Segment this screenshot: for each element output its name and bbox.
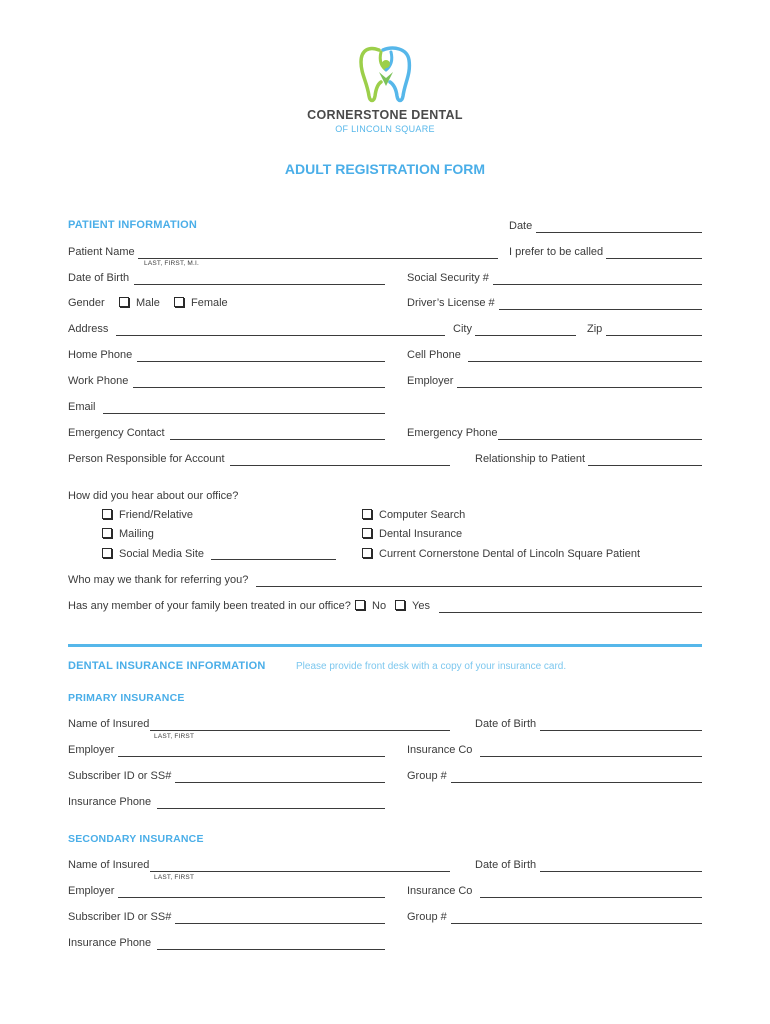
family-yes-label: Yes <box>412 600 430 612</box>
referral-question: How did you hear about our office? <box>68 490 239 502</box>
secondary-dob-field[interactable] <box>540 871 702 872</box>
secondary-insurance-co-field[interactable] <box>480 897 702 898</box>
ssn-field[interactable] <box>493 284 702 285</box>
secondary-subscriber-label: Subscriber ID or SS# <box>68 911 172 923</box>
responsible-label: Person Responsible for Account <box>68 453 225 465</box>
dob-label: Date of Birth <box>68 272 130 284</box>
patient-info-heading: PATIENT INFORMATION <box>68 219 198 231</box>
family-no-checkbox[interactable] <box>355 600 365 610</box>
cell-phone-label: Cell Phone <box>407 349 461 361</box>
social-media-field[interactable] <box>211 559 336 560</box>
email-label: Email <box>68 401 96 413</box>
secondary-insurance-heading: SECONDARY INSURANCE <box>68 833 204 845</box>
social-media-label: Social Media Site <box>119 548 204 560</box>
email-field[interactable] <box>103 413 385 414</box>
primary-group-label: Group # <box>407 770 447 782</box>
relationship-label: Relationship to Patient <box>475 453 586 465</box>
city-field[interactable] <box>475 335 576 336</box>
dental-insurance-label: Dental Insurance <box>379 528 463 540</box>
computer-search-checkbox[interactable] <box>362 509 372 519</box>
insurance-heading: DENTAL INSURANCE INFORMATION <box>68 660 266 672</box>
secondary-insured-label: Name of Insured <box>68 859 150 871</box>
secondary-group-label: Group # <box>407 911 447 923</box>
emergency-phone-label: Emergency Phone <box>407 427 498 439</box>
section-divider <box>68 644 702 647</box>
prefer-name-field[interactable] <box>606 258 702 259</box>
license-field[interactable] <box>499 309 702 310</box>
secondary-group-field[interactable] <box>451 923 702 924</box>
date-field[interactable] <box>536 232 702 233</box>
patient-name-label: Patient Name <box>68 246 135 258</box>
secondary-phone-label: Insurance Phone <box>68 937 152 949</box>
date-label: Date <box>509 220 533 232</box>
friend-label: Friend/Relative <box>119 509 193 521</box>
brand-name: CORNERSTONE DENTAL <box>307 108 463 122</box>
primary-insurance-heading: PRIMARY INSURANCE <box>68 692 185 704</box>
social-media-checkbox[interactable] <box>102 548 112 558</box>
primary-dob-label: Date of Birth <box>475 718 537 730</box>
computer-search-label: Computer Search <box>379 509 466 521</box>
family-field[interactable] <box>439 612 702 613</box>
employer-field[interactable] <box>457 387 702 388</box>
tooth-logo-icon <box>357 44 415 104</box>
thank-label: Who may we thank for referring you? <box>68 574 249 586</box>
patient-name-hint: LAST, FIRST, M.I. <box>144 260 200 267</box>
primary-phone-label: Insurance Phone <box>68 796 152 808</box>
family-yes-checkbox[interactable] <box>395 600 405 610</box>
responsible-field[interactable] <box>230 465 450 466</box>
address-field[interactable] <box>116 335 445 336</box>
emergency-contact-label: Emergency Contact <box>68 427 165 439</box>
secondary-subscriber-field[interactable] <box>175 923 385 924</box>
form-title: ADULT REGISTRATION FORM <box>284 161 486 177</box>
brand-location: OF LINCOLN SQUARE <box>335 124 435 134</box>
employer-label: Employer <box>407 375 454 387</box>
primary-group-field[interactable] <box>451 782 702 783</box>
male-checkbox[interactable] <box>119 297 129 307</box>
primary-insured-field[interactable] <box>150 730 450 731</box>
primary-insured-hint: LAST, FIRST <box>154 733 195 740</box>
ssn-label: Social Security # <box>407 272 489 284</box>
primary-subscriber-label: Subscriber ID or SS# <box>68 770 172 782</box>
emergency-phone-field[interactable] <box>498 439 702 440</box>
cell-phone-field[interactable] <box>468 361 702 362</box>
primary-subscriber-field[interactable] <box>175 782 385 783</box>
emergency-contact-field[interactable] <box>170 439 385 440</box>
work-phone-label: Work Phone <box>68 375 129 387</box>
current-patient-label: Current Cornerstone Dental of Lincoln Square Patient <box>379 548 641 560</box>
friend-checkbox[interactable] <box>102 509 112 519</box>
zip-label: Zip <box>587 323 603 335</box>
mailing-label: Mailing <box>119 528 154 540</box>
secondary-insured-field[interactable] <box>150 871 450 872</box>
primary-employer-label: Employer <box>68 744 115 756</box>
city-label: City <box>453 323 472 335</box>
patient-name-field[interactable] <box>138 258 498 259</box>
secondary-employer-field[interactable] <box>118 897 385 898</box>
gender-label: Gender <box>68 297 105 309</box>
secondary-phone-field[interactable] <box>157 949 385 950</box>
primary-insured-label: Name of Insured <box>68 718 150 730</box>
primary-phone-field[interactable] <box>157 808 385 809</box>
family-label: Has any member of your family been treated in our office? <box>68 600 351 612</box>
secondary-insured-hint: LAST, FIRST <box>154 874 195 881</box>
female-label: Female <box>191 297 228 309</box>
relationship-field[interactable] <box>588 465 702 466</box>
home-phone-label: Home Phone <box>68 349 133 361</box>
current-patient-checkbox[interactable] <box>362 548 372 558</box>
thank-field[interactable] <box>256 586 702 587</box>
dental-insurance-checkbox[interactable] <box>362 528 372 538</box>
zip-field[interactable] <box>606 335 702 336</box>
primary-dob-field[interactable] <box>540 730 702 731</box>
home-phone-field[interactable] <box>137 361 385 362</box>
family-no-label: No <box>372 600 387 612</box>
address-label: Address <box>68 323 109 335</box>
prefer-name-label: I prefer to be called <box>509 246 604 258</box>
work-phone-field[interactable] <box>133 387 385 388</box>
secondary-employer-label: Employer <box>68 885 115 897</box>
primary-insurance-co-label: Insurance Co <box>407 744 473 756</box>
primary-insurance-co-field[interactable] <box>480 756 702 757</box>
male-label: Male <box>136 297 160 309</box>
dob-field[interactable] <box>134 284 385 285</box>
primary-employer-field[interactable] <box>118 756 385 757</box>
mailing-checkbox[interactable] <box>102 528 112 538</box>
insurance-note: Please provide front desk with a copy of your insurance card. <box>296 661 567 672</box>
female-checkbox[interactable] <box>174 297 184 307</box>
secondary-insurance-co-label: Insurance Co <box>407 885 473 897</box>
license-label: Driver’s License # <box>407 297 495 309</box>
secondary-dob-label: Date of Birth <box>475 859 537 871</box>
